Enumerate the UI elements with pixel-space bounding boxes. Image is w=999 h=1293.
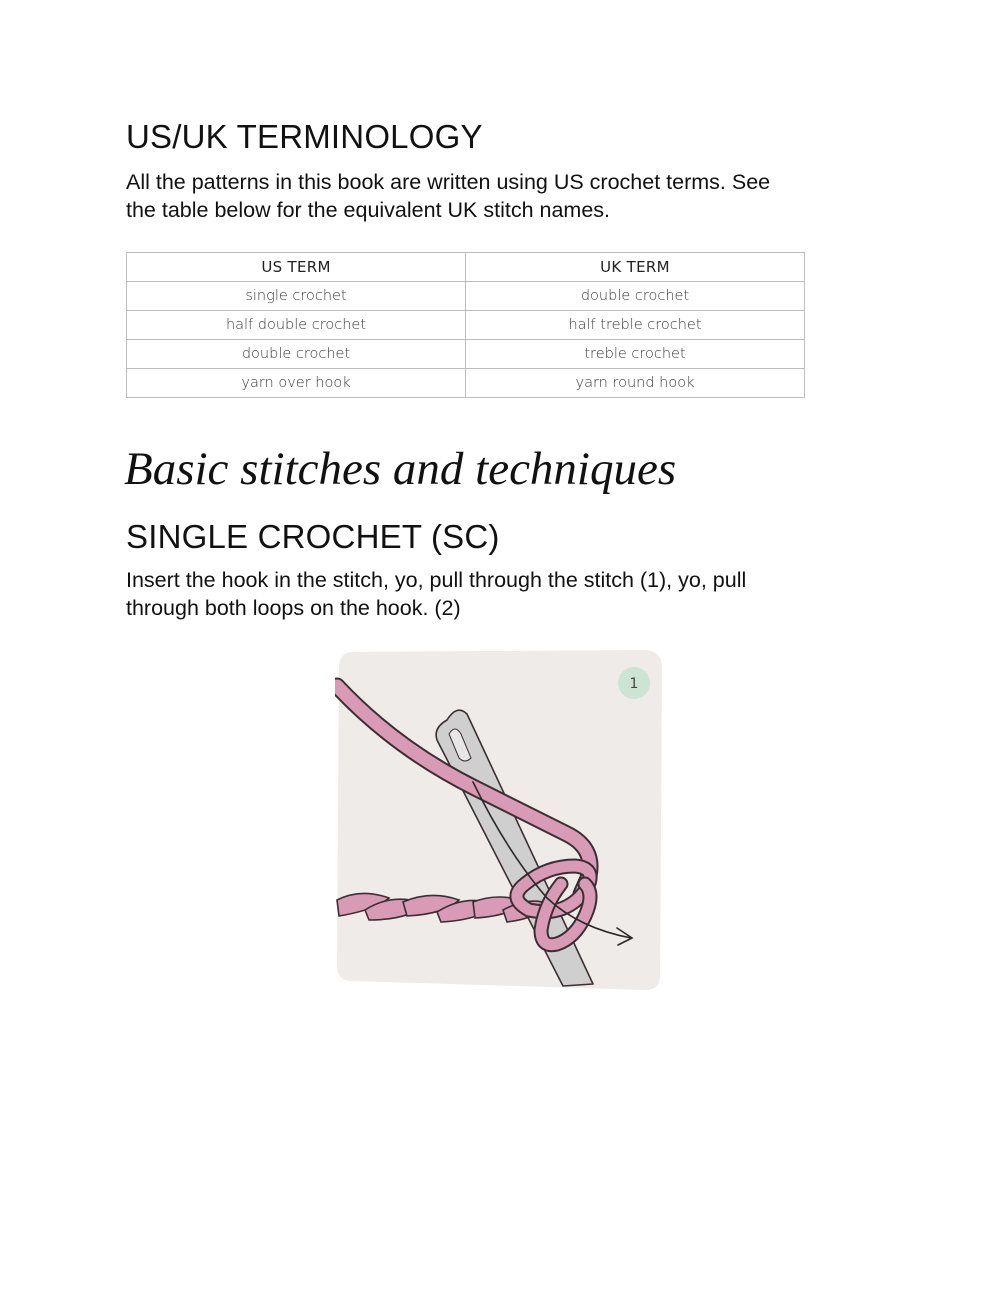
table-header-row bbox=[127, 253, 805, 282]
terminology-intro-line1: All the patterns in this book are written using US crochet terms. See bbox=[126, 170, 771, 194]
table-row bbox=[127, 369, 805, 398]
basics-title: Basic stitches and techniques bbox=[124, 443, 677, 495]
table-row bbox=[127, 311, 805, 340]
header-us-term: US TERM bbox=[127, 253, 466, 282]
step-badge-number: 1 bbox=[629, 676, 639, 692]
us-term-cell: yarn over hook bbox=[127, 369, 466, 398]
uk-term-cell: yarn round hook bbox=[466, 369, 805, 398]
uk-term-cell: half treble crochet bbox=[466, 311, 805, 340]
us-term-cell: double crochet bbox=[127, 340, 466, 369]
instructions-line1: Insert the hook in the stitch, yo, pull through the stitch (1), yo, pull bbox=[126, 568, 747, 592]
single-crochet-instructions bbox=[126, 566, 886, 622]
header-uk-term: UK TERM bbox=[466, 253, 805, 282]
single-crochet-illustration bbox=[335, 648, 665, 993]
terminology-intro-line2: the table below for the equivalent UK stitch names. bbox=[126, 198, 611, 222]
uk-term-cell: double crochet bbox=[466, 282, 805, 311]
uk-term-cell: treble crochet bbox=[466, 340, 805, 369]
single-crochet-heading: SINGLE CROCHET (SC) bbox=[126, 518, 500, 555]
terminology-heading: US/UK TERMINOLOGY bbox=[126, 118, 483, 155]
table-row bbox=[127, 282, 805, 311]
us-term-cell: single crochet bbox=[127, 282, 466, 311]
instructions-line2: through both loops on the hook. (2) bbox=[126, 596, 461, 620]
table-row bbox=[127, 340, 805, 369]
us-term-cell: half double crochet bbox=[127, 311, 466, 340]
terminology-intro bbox=[126, 168, 886, 224]
terminology-table bbox=[126, 252, 805, 398]
